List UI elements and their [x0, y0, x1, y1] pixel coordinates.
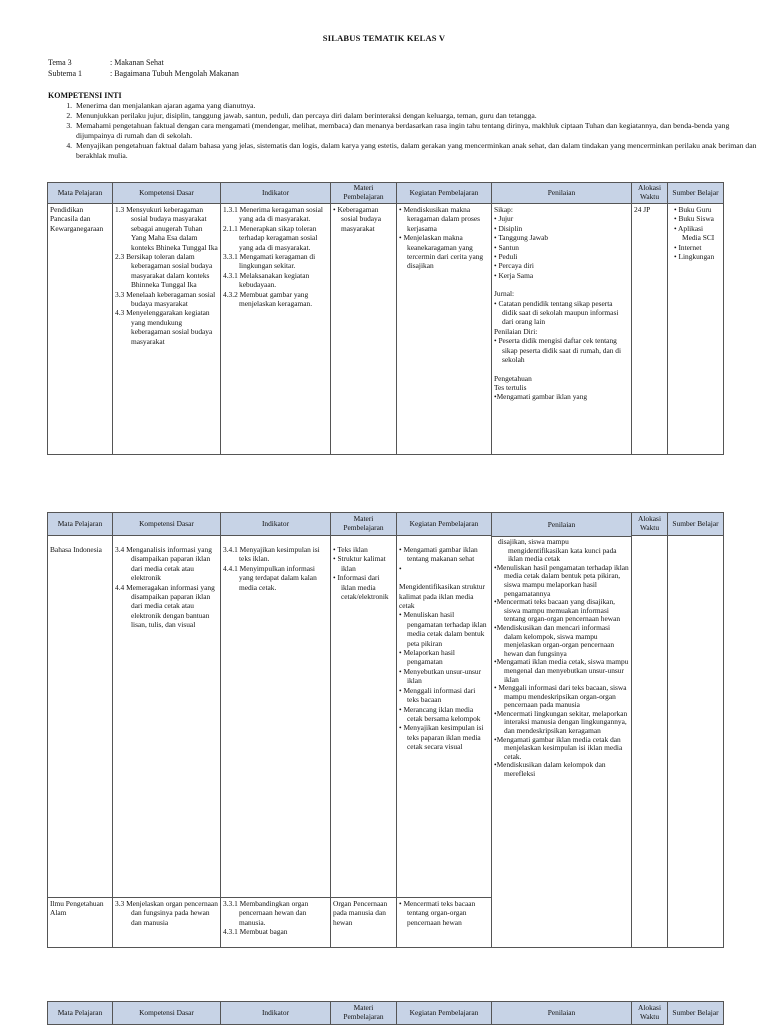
indikator-item: 4.3.1 Membuat bagan [223, 927, 288, 937]
pengetahuan-label: Pengetahuan [494, 373, 532, 383]
col-header-penilaian: Penilaian [492, 1002, 632, 1025]
kegiatan-item: • [399, 563, 402, 573]
col-header-kegiatan: Kegiatan Pembelajaran [397, 513, 492, 536]
ki-item: 2. Menunjukkan perilaku jujur, disiplin, tanggung jawab, santun, peduli, dan percaya diri dalam berinteraksi dengan keluarga, teman, guru dan tetangga. [74, 111, 762, 121]
kd-item: 1.3 Mensyukuri keberagaman sosial budaya masyarakat sebagai anugerah Tuhan Yang Maha Esa dalam konteks Bhineka Tunggal Ika [115, 205, 218, 252]
col-header-kd: Kompetensi Dasar [113, 183, 221, 204]
col-header-penilaian: Penilaian [492, 513, 631, 537]
theme-row [48, 57, 239, 68]
col-header-materi: Materi Pembelajaran [331, 513, 397, 536]
indikator-item: 3.4.1 Menyajikan kesimpulan isi teks iklan. [223, 545, 320, 564]
kd-item: 2.3 Bersikap toleran dalam keberagaman sosial budaya masyarakat dalam konteks Bhinneka Tunggal Ika [115, 252, 213, 290]
col-header-kd: Kompetensi Dasar [113, 1002, 221, 1025]
penilaian-content [494, 205, 629, 453]
col-header-sumber: Sumber Belajar [668, 513, 724, 536]
cell-indikator [221, 898, 331, 948]
materi-item: • Informasi dari iklan media cetak/elektronik [333, 573, 389, 602]
sumber-item: • Buku Siswa [674, 214, 714, 224]
sikap-item: • Peduli [494, 252, 518, 262]
kegiatan-item: • Mengamati gambar iklan tentang makanan sehat [399, 545, 478, 564]
col-header-penilaian: Penilaian [492, 183, 632, 204]
cell-materi [331, 536, 397, 898]
document-title: SILABUS TEMATIK KELAS V [322, 33, 446, 43]
cell-alokasi [632, 536, 668, 948]
sikap-item: • Kerja Sama [494, 270, 534, 280]
theme-info [48, 57, 239, 79]
cell-mapel: Ilmu Pengetahuan Alam [48, 898, 113, 948]
penilaian-item: •Mendiskusikan dalam kelompok dan merefleksi [494, 760, 606, 779]
syllabus-table-3 [47, 1001, 724, 1025]
indikator-item: 4.3.2 Membuat gambar yang menjelaskan keragaman. [223, 289, 313, 309]
sumber-item: • Lingkungan [674, 252, 715, 262]
cell-alokasi: 24 JP [632, 204, 668, 455]
cell-kd [113, 204, 221, 455]
kegiatan-item: • Menjelaskan makna keanekaragaman yang tercermin dari cerita yang disajikan [399, 233, 484, 271]
col-header-kd: Kompetensi Dasar [113, 513, 221, 536]
tes-tertulis-label: Tes tertulis [494, 382, 527, 392]
col-header-alokasi: Alokasi Waktu [632, 513, 668, 536]
sikap-item: • Percaya diri [494, 261, 534, 271]
subtheme-value: : Bagaimana Tubuh Mengolah Makanan [110, 69, 239, 78]
cell-kegiatan [397, 204, 492, 455]
jurnal-label: Jurnal: [494, 289, 515, 299]
col-header-sumber: Sumber Belajar [668, 1002, 724, 1025]
penilaian-item: • Menggali informasi dari teks bacaan, siswa mampu mendeskripsikan organ-organ pencernaan pada manusia [494, 683, 627, 710]
col-header-indikator: Indikator [221, 513, 331, 536]
sikap-item: • Jujur [494, 214, 514, 224]
table-header-row [48, 1002, 724, 1025]
materi-item: • Struktur kalimat iklan [333, 554, 386, 573]
cell-mapel: Bahasa Indonesia [48, 536, 113, 898]
kegiatan-item: Mengidentifikasikan struktur kalimat pada iklan media cetak [399, 582, 486, 611]
jurnal-text: • Catatan pendidik tentang sikap peserta didik saat di sekolah maupun informasi dari orang lain [494, 298, 619, 327]
cell-penilaian [492, 204, 632, 455]
ki-item: 3. Memahami pengetahuan faktual dengan cara mengamati (mendengar, melihat, membaca) dan menanya berdasarkan rasa ingin tahu tentang dirinya, makhluk ciptaan Tuhan dan kegiatannya, dan benda-benda yang dijumpainya di rumah dan di sekolah. [74, 121, 762, 141]
table-row [48, 204, 724, 455]
penilaian-item: •Mendiskusikan dan mencari informasi dalam kelompok, siswa mampu menjelaskan organ-organ pencernaan hewan dan fungsinya [494, 622, 615, 658]
table-header-row [48, 183, 724, 204]
table-header-row [48, 513, 724, 536]
cell-kegiatan [397, 536, 492, 898]
ki-list [60, 101, 762, 161]
penilaian-item: •Menuliskan hasil pengamatan terhadap iklan media cetak dalam bentuk peta pikiran, siswa mampu melaporkan hasil pengamatannya [494, 562, 629, 598]
sumber-item: • Aplikasi Media SCI [674, 223, 715, 243]
cell-penilaian [492, 513, 632, 948]
kegiatan-item: • Menggali informasi dari teks bacaan [399, 685, 476, 705]
cell-sumber [668, 536, 724, 948]
cell-kegiatan [397, 898, 492, 948]
kd-item: 3.3 Menelaah keberagaman sosial budaya masyarakat [115, 289, 216, 309]
tes-tertulis-text: •Mengamati gambar iklan yang [494, 392, 588, 402]
sikap-item: • Santun [494, 242, 519, 252]
kegiatan-content [399, 545, 489, 895]
col-header-indikator: Indikator [221, 1002, 331, 1025]
col-header-alokasi: Alokasi Waktu [632, 1002, 668, 1025]
kd-item: 4.4 Memeragakan informasi yang disampaikan paparan iklan dari media cetak atau elektronik dengan bantuan lisan, tulis, dan visual [115, 582, 215, 630]
cell-mapel: Pendidikan Pancasila dan Kewarganegaraan [48, 204, 113, 455]
penilaian-item: •Mengamati gambar iklan media cetak dan menjelaskan kesimpulan isi iklan media cetak. [494, 734, 623, 761]
penilaian-diri-text: • Peserta didik mengisi daftar cek tentang sikap peserta didik saat di rumah, dan di sekolah [494, 336, 622, 365]
cell-kd [113, 536, 221, 898]
penilaian-item: •Mengamati iklan media cetak, siswa mampu mengenal dan menyebutkan unsur-unsur iklan [494, 657, 629, 684]
indikator-item: 3.3.1 Membandingkan organ pencernaan hewan dan manusia. [223, 899, 309, 927]
penilaian-item: •Mencermati teks bacaan yang disajikan, siswa mampu memuakan informasi tentang organ-organ pencernaan hewan [494, 597, 621, 624]
kegiatan-item: • Menyebutkan unsur-unsur iklan [399, 666, 482, 686]
sikap-item: • Disiplin [494, 223, 523, 233]
col-header-indikator: Indikator [221, 183, 331, 204]
penilaian-item: •Mencermati lingkungan sekitar, melaporkan interaksi manusia dengan lingkungannya, dan mendeskripsikan keragaman [494, 708, 628, 736]
indikator-item: 4.4.1 Menyimpulkan informasi yang terdapat dalam kalan media cetak. [223, 563, 317, 592]
sumber-item: • Internet [674, 242, 702, 252]
syllabus-table-2 [47, 512, 724, 948]
cell-indikator [221, 204, 331, 455]
kegiatan-item: • Menuliskan hasil pengamatan terhadap iklan media cetak dalam bentuk peta pikiran [399, 610, 487, 648]
cell-materi: Organ Pencernaan pada manusia dan hewan [331, 898, 397, 948]
col-header-kegiatan: Kegiatan Pembelajaran [397, 183, 492, 204]
ki-item: 4. Menyajikan pengetahuan faktual dalam bahasa yang jelas, sistematis dan logis, dalam karya yang estetis, dalam gerakan yang mencerminkan anak sehat, dan dalam tindakan yang mencerminkan perilaku anak beriman dan berakhlak mulia. [74, 141, 762, 161]
cell-sumber [668, 204, 724, 455]
theme-label: Tema 3 [48, 58, 72, 67]
indikator-item: 3.3.1 Mengamati keragaman di lingkungan sekitar. [223, 252, 316, 271]
sikap-item: • Tanggung Jawab [494, 233, 549, 243]
cell-indikator [221, 536, 331, 898]
materi-item: • Keberagaman sosial budaya masyarakat [333, 205, 382, 233]
col-header-mapel: Mata Pelajaran [48, 513, 113, 536]
kegiatan-item: • Melaporkan hasil pengamatan [399, 648, 455, 667]
subtheme-row [48, 68, 239, 79]
col-header-mapel: Mata Pelajaran [48, 183, 113, 204]
sikap-label: Sikap: [494, 205, 513, 214]
col-header-materi: Materi Pembelajaran [331, 183, 397, 204]
materi-item: • Teks iklan [333, 545, 368, 554]
kd-item: 3.3 Menjelaskan organ pencernaan dan fungsinya pada hewan dan manusia [115, 899, 218, 927]
col-header-materi: Materi Pembelajaran [331, 1002, 397, 1025]
cell-kd [113, 898, 221, 948]
kegiatan-item: • Merancang iklan media cetak bersama kelompok [399, 704, 481, 723]
penilaian-diri-label: Penilaian Diri: [494, 326, 538, 336]
indikator-item: 1.3.1 Menerima keragaman sosial yang ada di masyarakat. [223, 205, 323, 224]
col-header-sumber: Sumber Belajar [668, 183, 724, 204]
subtheme-label: Subtema 1 [48, 69, 82, 78]
ki-item: 1. Menerima dan menjalankan ajaran agama yang dianutnya. [74, 101, 762, 111]
cell-materi [331, 204, 397, 455]
syllabus-table-1 [47, 182, 724, 455]
kegiatan-item: • Mencermati teks bacaan tentang organ-organ pencernaan hewan [399, 899, 476, 927]
kegiatan-item: • Mendiskusikan makna keragaman dalam proses kerjasama [399, 205, 481, 233]
kegiatan-item: • Menyajikan kesimpulan isi teks paparan iklan media cetak secara visual [399, 723, 484, 752]
indikator-item: 4.3.1 Melaksanakan kegiatan kebudayaan. [223, 270, 310, 290]
kd-item: 3.4 Menganalisis informasi yang disampaikan paparan iklan dari media cetak atau elektronik [115, 545, 212, 583]
col-header-alokasi: Alokasi Waktu [632, 183, 668, 204]
theme-value: : Makanan Sehat [110, 58, 164, 67]
penilaian-content [494, 537, 629, 926]
penilaian-item: disajikan, siswa mampu mengidentifikasikan kata kunci pada iklan media cetak [498, 537, 617, 564]
kd-item: 4.3 Menyelenggarakan kegiatan yang mendukung keberagaman sosial budaya masyarakat [115, 308, 213, 346]
sumber-item: • Buku Guru [674, 205, 712, 214]
col-header-mapel: Mata Pelajaran [48, 1002, 113, 1025]
ki-heading: KOMPETENSI INTI [48, 91, 122, 100]
col-header-kegiatan: Kegiatan Pembelajaran [397, 1002, 492, 1025]
indikator-item: 2.1.1 Menerapkan sikap toleran terhadap keragaman sosial yang ada di masyarakat. [223, 223, 318, 252]
